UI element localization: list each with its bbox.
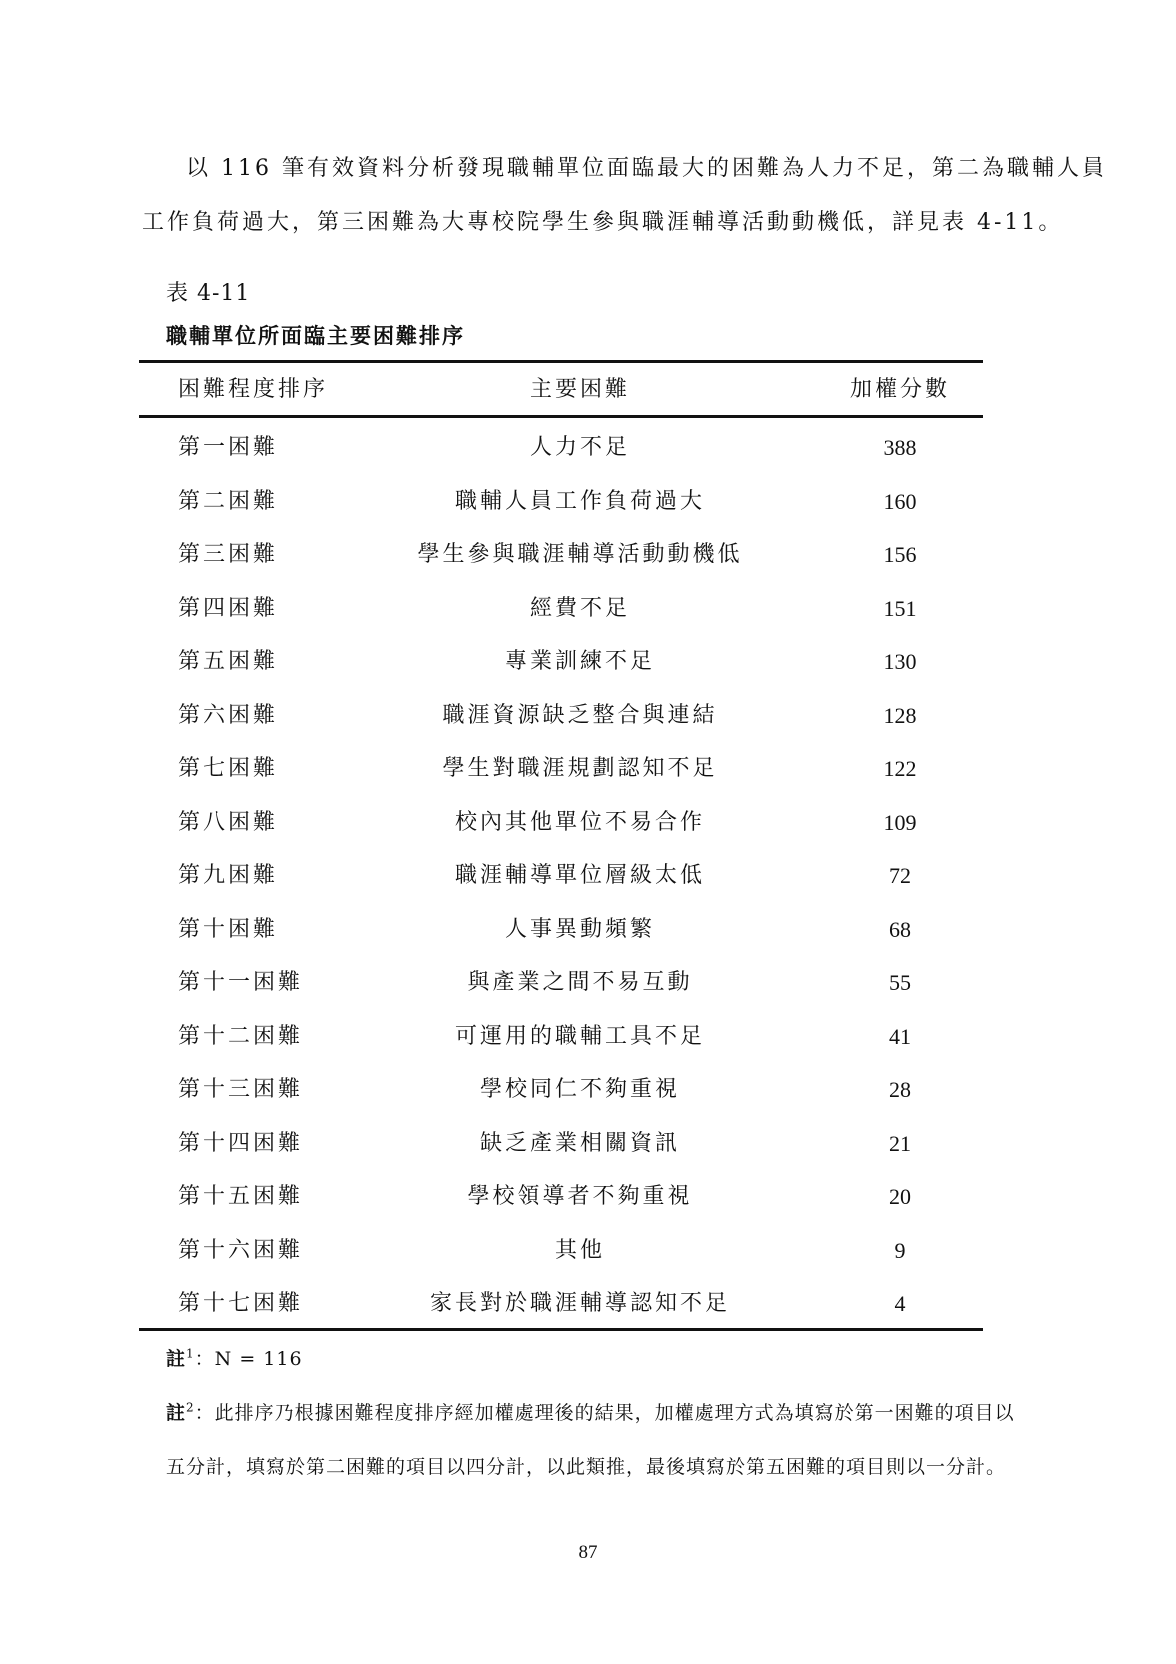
- table-cell-rank: 第五困難: [178, 649, 279, 674]
- table-cell-rank: 第十七困難: [178, 1291, 304, 1316]
- header-difficulty: 主要困難: [529, 377, 630, 402]
- table-cell-rank: 第九困難: [178, 863, 279, 888]
- table-cell-difficulty: 經費不足: [529, 596, 630, 621]
- table-cell-rank: 第二困難: [178, 489, 279, 514]
- note-1: [166, 1344, 303, 1371]
- table-cell-rank: 第八困難: [178, 810, 279, 835]
- table-header-rule: [139, 415, 983, 418]
- table-title: 職輔單位所面臨主要困難排序: [166, 324, 465, 348]
- table-cell-rank: 第十四困難: [178, 1131, 304, 1156]
- note-2-continued: 五分計，填寫於第二困難的項目以四分計，以此類推，最後填寫於第五困難的項目則以一分計。: [166, 1456, 1007, 1478]
- table-cell-difficulty: 專業訓練不足: [504, 649, 655, 674]
- table-cell-score: 55: [889, 970, 911, 995]
- table-label: 表 4-11: [166, 281, 251, 306]
- table-cell-score: 130: [883, 649, 917, 674]
- note-2-label: 註: [166, 1402, 187, 1424]
- page-number: 87: [578, 1542, 598, 1563]
- table-bottom-rule: [139, 1328, 983, 1331]
- table-cell-rank: 第十五困難: [178, 1184, 304, 1209]
- table-cell-rank: 第十困難: [178, 917, 279, 942]
- table-cell-score: 4: [894, 1291, 906, 1316]
- table-cell-difficulty: 人力不足: [529, 435, 630, 460]
- table-cell-difficulty: 學校領導者不夠重視: [467, 1184, 693, 1209]
- table-cell-difficulty: 職涯資源缺乏整合與連結: [442, 703, 718, 728]
- table-cell-rank: 第三困難: [178, 542, 279, 567]
- table-cell-difficulty: 學生對職涯規劃認知不足: [442, 756, 718, 781]
- paragraph-line-2: 工作負荷過大，第三困難為大專校院學生參與職涯輔導活動動機低，詳見表 4-11。: [142, 210, 1064, 235]
- table-cell-score: 128: [883, 703, 917, 728]
- table-cell-score: 72: [889, 863, 911, 888]
- table-cell-difficulty: 學生參與職涯輔導活動動機低: [417, 542, 743, 567]
- table-cell-difficulty: 學校同仁不夠重視: [479, 1077, 680, 1102]
- table-cell-score: 122: [883, 756, 917, 781]
- table-cell-difficulty: 與產業之間不易互動: [467, 970, 693, 995]
- table-cell-score: 151: [883, 596, 917, 621]
- table-cell-rank: 第十六困難: [178, 1238, 304, 1263]
- header-score: 加權分數: [849, 377, 950, 402]
- table-top-rule: [139, 360, 983, 363]
- table-cell-rank: 第七困難: [178, 756, 279, 781]
- note-1-label: 註: [166, 1348, 187, 1370]
- table-cell-rank: 第六困難: [178, 703, 279, 728]
- table-cell-score: 9: [894, 1238, 906, 1263]
- paragraph-line-1: 以 116 筆有效資料分析發現職輔單位面臨最大的困難為人力不足，第二為職輔人員: [186, 156, 1107, 181]
- table-cell-score: 156: [883, 542, 917, 567]
- table-cell-difficulty: 人事異動頻繁: [504, 917, 655, 942]
- note-1-sup: 1: [186, 1346, 195, 1361]
- table-cell-difficulty: 其他: [554, 1238, 605, 1263]
- table-cell-score: 68: [889, 917, 911, 942]
- note-2: [166, 1398, 1015, 1425]
- table-cell-score: 20: [889, 1184, 911, 1209]
- table-cell-rank: 第十一困難: [178, 970, 304, 995]
- note-2-text: ：此排序乃根據困難程度排序經加權處理後的結果，加權處理方式為填寫於第一困難的項目以: [194, 1402, 1015, 1424]
- table-cell-difficulty: 職輔人員工作負荷過大: [454, 489, 705, 514]
- table-cell-difficulty: 家長對於職涯輔導認知不足: [429, 1291, 730, 1316]
- table-cell-score: 109: [883, 810, 917, 835]
- note-1-text: ：N = 116: [194, 1348, 303, 1370]
- table-cell-difficulty: 校內其他單位不易合作: [454, 810, 705, 835]
- header-rank: 困難程度排序: [178, 377, 329, 402]
- table-cell-score: 41: [889, 1024, 911, 1049]
- table-cell-rank: 第四困難: [178, 596, 279, 621]
- table-cell-difficulty: 職涯輔導單位層級太低: [454, 863, 705, 888]
- table-cell-score: 28: [889, 1077, 911, 1102]
- table-cell-score: 21: [889, 1131, 911, 1156]
- table-cell-rank: 第十二困難: [178, 1024, 304, 1049]
- table-cell-difficulty: 缺乏產業相關資訊: [479, 1131, 680, 1156]
- table-cell-rank: 第十三困難: [178, 1077, 304, 1102]
- table-cell-difficulty: 可運用的職輔工具不足: [454, 1024, 705, 1049]
- table-cell-score: 388: [883, 435, 917, 460]
- note-2-sup: 2: [186, 1400, 195, 1415]
- table-cell-rank: 第一困難: [178, 435, 279, 460]
- table-cell-score: 160: [883, 489, 917, 514]
